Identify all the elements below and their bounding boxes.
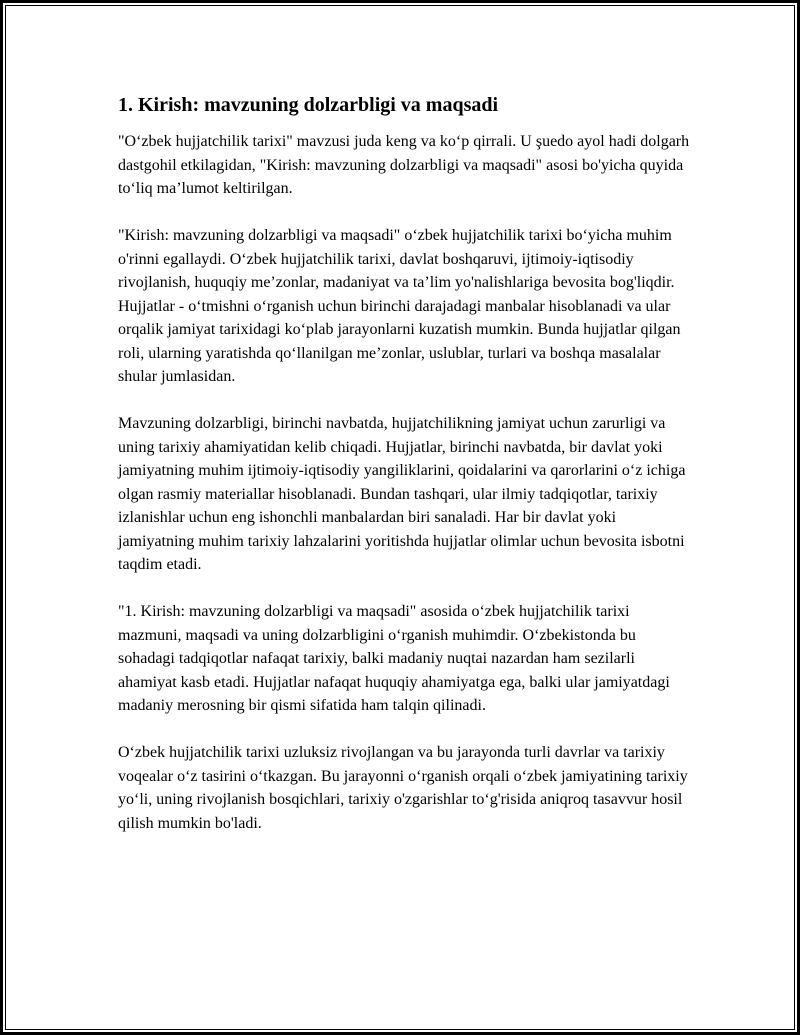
document-body: [118, 92, 693, 859]
paragraph-1: "O‘zbek hujjatchilik tarixi" mavzusi juda keng va ko‘p qirrali. U şuedo ayol hadi dolgarh dastgohil etkilagidan, "Kirish: mavzuning dolzarbligi va maqsadi" asosi bo'yicha quyida to‘liq ma’lumot keltirilgan.: [118, 133, 690, 197]
section-heading: 1. Kirish: mavzuning dolzarbligi va maqsadi: [118, 94, 499, 116]
paragraph-2: "Kirish: mavzuning dolzarbligi va maqsadi" o‘zbek hujjatchilik tarixi bo‘yicha muhim o'rinni egallaydi. O‘zbek hujjatchilik tarixi, davlat boshqaruvi, ijtimoiy-iqtisodiy rivojlanish, huquqiy me’zonlar, madaniyat va ta’lim yo'nalishlariga bevosita bog'liqdir. Hujjatlar - o‘tmishni o‘rganish uchun birinchi darajadagi manbalar hisoblanadi va ular orqalik jamiyat tarixidagi ko‘plab jarayonlarni kuzatish mumkin. Bunda hujjatlar qilgan roli, ularning yaratishda qo‘llanilgan me’zonlar, uslublar, turlari va boshqa masalalar shular jumlasidan.: [118, 227, 681, 385]
paragraph-3: Mavzuning dolzarbligi, birinchi navbatda, hujjatchilikning jamiyat uchun zarurligi va uning tarixiy ahamiyatidan kelib chiqadi. Hujjatlar, birinchi navbatda, bir davlat yoki jamiyatning muhim ijtimoiy-iqtisodiy yangiliklarini, qoidalarini va qarorlarini o‘z ichiga olgan rasmiy materiallar hisoblanadi. Bundan tashqari, ular ilmiy tadqiqotlar, tarixiy izlanishlar uchun eng ishonchli manbalardan biri sanaladi. Har bir davlat yoki jamiyatning muhim tarixiy lahzalarini yoritishda hujjatlar olimlar uchun bevosita isbotni taqdim etadi.: [118, 415, 686, 573]
paragraph-5: O‘zbek hujjatchilik tarixi uzluksiz rivojlangan va bu jarayonda turli davrlar va tarixiy voqealar o‘z tasirini o‘tkazgan. Bu jarayonni o‘rganish orqali o‘zbek jamiyatining tarixiy yo‘li, uning rivojlanish bosqichlari, tarixiy o'zgarishlar to‘g'risida aniqroq tasavvur hosil qilish mumkin bo'ladi.: [118, 744, 688, 832]
paragraph-4: "1. Kirish: mavzuning dolzarbligi va maqsadi" asosida o‘zbek hujjatchilik tarixi mazmuni, maqsadi va uning dolzarbligini o‘rganish muhimdir. O‘zbekistonda bu sohadagi tadqiqotlar nafaqat tarixiy, balki madaniy nuqtai nazardan ham sezilarli ahamiyat kasb etadi. Hujjatlar nafaqat huquqiy ahamiyatga ega, balki ular jamiyatdagi madaniy merosning bir qismi sifatida ham talqin qilinadi.: [118, 603, 670, 714]
